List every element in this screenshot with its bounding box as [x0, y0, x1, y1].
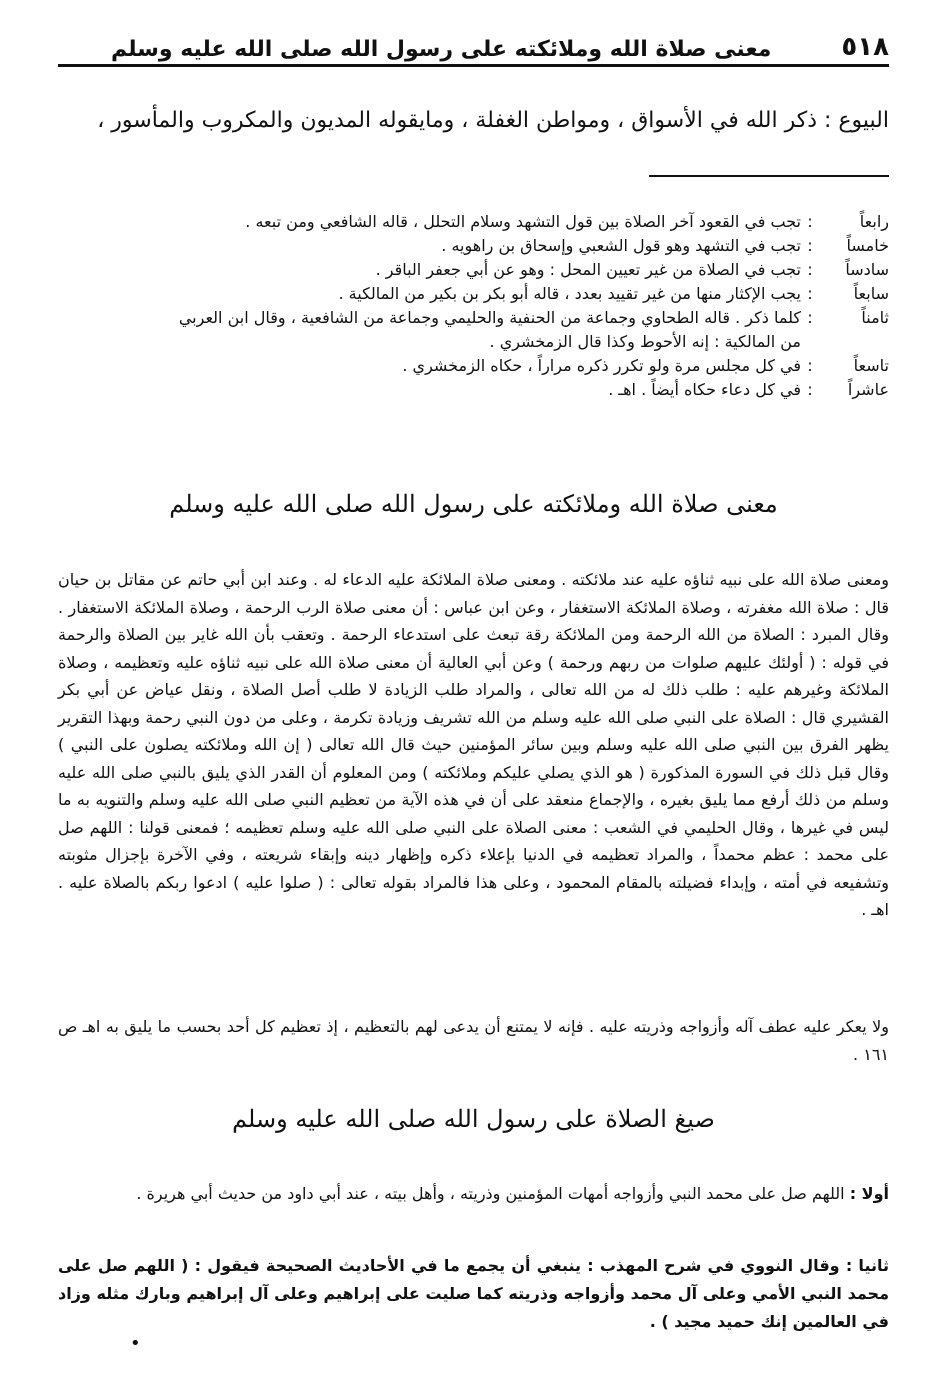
item-label: خامساً	[846, 236, 889, 255]
header-divider	[58, 64, 889, 67]
running-header	[58, 18, 889, 62]
item-label: عاشراً	[847, 380, 889, 399]
item-text: في كل دعاء حكاه أيضاً . اهـ .	[608, 380, 801, 399]
list-item: ثامناً : كلما ذكر . قاله الطحاوي وجماعة من الحنفية والحليمي وجماعة من الشافعية ، وقال ابن العربي	[58, 306, 889, 330]
list-item: عاشراً : في كل دعاء حكاه أيضاً . اهـ .	[58, 378, 889, 402]
page-number: ٥١٨	[841, 32, 889, 62]
item-text: يجب الإكثار منها من غير تقييد بعدد ، قاله أبو بكر بن بكير من المالكية .	[338, 284, 801, 303]
list-item: سادساً : تجب في الصلاة من غير تعيين المحل : وهو عن أبي جعفر الباقر .	[58, 258, 889, 282]
item-label: سابعاً	[853, 284, 889, 303]
item-text: كلما ذكر . قاله الطحاوي وجماعة من الحنفية والحليمي وجماعة من الشافعية ، وقال ابن العربي	[178, 308, 801, 327]
item-label: ثامناً	[861, 308, 889, 327]
section-heading: معنى صلاة الله وملائكته على رسول الله صلى الله عليه وسلم	[169, 490, 778, 518]
item-label: رابعاً	[859, 212, 889, 231]
body-paragraph: ومعنى صلاة الله على نبيه ثناؤه عليه عند ملائكته . ومعنى صلاة الملائكة عليه الدعاء له . وعند ابن أبي حاتم عن مقاتل بن حيان قال : صلاة الله مغفرته ، وصلاة الملائكة الاستغفار ، وعن ابن عباس : أن معنى صلاة الرب الرحمة ، وصلاة الملائكة الاستغفار . وقال المبرد : الصلاة من الله الرحمة ومن الملائكة رقة تبعث على استدعاء الرحمة . وتعقب بأن الله غاير بين الصلاة والرحمة في قوله : ( أولئك عليهم صلوات من ربهم ورحمة ) وعن أبي العالية أن معنى صلاة الله على نبيه ثناؤه عليه وتعظيمه ، وصلاة الملائكة وغيرهم عليه : طلب ذلك له من الله تعالى ، والمراد طلب الزيادة لا طلب أصل الصلاة ، ونقل عياض عن أبي بكر القشيري قال : الصلاة على النبي صلى الله عليه وسلم من الله تشريف وزيادة تكرمة ، وعلى من دون النبي رحمة وبهذا التقرير يظهر الفرق بين النبي صلى الله عليه وسلم وبين سائر المؤمنين حيث قال الله تعالى ( إن الله وملائكته يصلون على النبي ) وقال قبل ذلك في السورة المذكورة ( هو الذي يصلي عليكم وملائكته ) ومن المعلوم أن القدر الذي يليق بالنبي صلى الله عليه وسلم من ذلك أرفع مما يليق بغيره ، والإجماع منعقد على أن في هذه الآية من تعظيم النبي صلى الله عليه وسلم والتنويه به ما ليس في غيرها ، وقال الحليمي في الشعب : معنى الصلاة على النبي صلى الله عليه وسلم تعظيمه ؛ فمعنى قولنا : اللهم صل على محمد : عظم محمداً ، والمراد تعظيمه في الدنيا بإعلاء ذكره وإظهار دينه وإبقاء شريعته ، وفي الآخرة بإجزال مثوبته وتشفيعه في أمته ، وإبداء فضيلته بالمقام المحمود ، وعلى هذا فالمراد بقوله تعالى : ( صلوا عليه ) ادعوا ربكم بالصلاة عليه . اهـ .	[58, 570, 889, 919]
book-page	[58, 0, 889, 1376]
item-label: سادساً	[845, 260, 889, 279]
item-text: تجب في القعود آخر الصلاة بين قول التشهد وسلام التحلل ، قاله الشافعي ومن تبعه .	[245, 212, 801, 231]
opinions-list	[58, 210, 889, 402]
footnote-continuation: البيوع : ذكر الله في الأسواق ، ومواطن الغفلة ، ومايقوله المديون والمكروب والمأسور ،	[97, 108, 889, 133]
formula-item	[58, 1252, 889, 1336]
stray-mark: •	[130, 1333, 141, 1354]
section-heading: صيغ الصلاة على رسول الله صلى الله عليه وسلم	[232, 1105, 715, 1133]
formula-label: ثانيا :	[845, 1256, 889, 1275]
list-item: سابعاً : يجب الإكثار منها من غير تقييد بعدد ، قاله أبو بكر بن بكير من المالكية .	[58, 282, 889, 306]
item-label: تاسعاً	[853, 356, 889, 375]
formula-text: وقال النووي في شرح المهذب : ينبغي أن يجمع ما في الأحاديث الصحيحة فيقول : ( اللهم صل على محمد النبي الأمي وعلى آل محمد وأزواجه وذريته كما صليت على إبراهيم وعلى آل إبراهيم وبارك مثله وزاد في العالمين إنك حميد مجيد ) .	[58, 1256, 889, 1331]
footnote-divider	[649, 175, 889, 177]
body-paragraph: ولا يعكر عليه عطف آله وأزواجه وذريته عليه . فإنه لا يمتنع أن يدعى لهم بالتعظيم ، إذ تعظيم كل أحد بحسب ما يليق به اهـ ص ١٦١ .	[58, 1017, 889, 1064]
list-item: خامساً : تجب في التشهد وهو قول الشعبي وإسحاق بن راهويه .	[58, 234, 889, 258]
list-item: رابعاً : تجب في القعود آخر الصلاة بين قول التشهد وسلام التحلل ، قاله الشافعي ومن تبعه .	[58, 210, 889, 234]
list-item: تاسعاً : في كل مجلس مرة ولو تكرر ذكره مراراً ، حكاه الزمخشري .	[58, 354, 889, 378]
item-text-continuation: من المالكية : إنه الأحوط وكذا قال الزمخشري .	[489, 332, 801, 351]
formula-label: أولا :	[849, 1184, 889, 1203]
item-text: في كل مجلس مرة ولو تكرر ذكره مراراً ، حكاه الزمخشري .	[402, 356, 801, 375]
running-title: معنى صلاة الله وملائكته على رسول الله صلى الله عليه وسلم	[111, 37, 772, 62]
formula-item	[58, 1180, 889, 1208]
item-text: تجب في الصلاة من غير تعيين المحل : وهو عن أبي جعفر الباقر .	[375, 260, 801, 279]
item-text: تجب في التشهد وهو قول الشعبي وإسحاق بن راهويه .	[441, 236, 801, 255]
formula-text: اللهم صل على محمد النبي وأزواجه أمهات المؤمنين وذريته ، وأهل بيته ، عند أبي داود من حديث أبي هريرة .	[136, 1184, 845, 1203]
